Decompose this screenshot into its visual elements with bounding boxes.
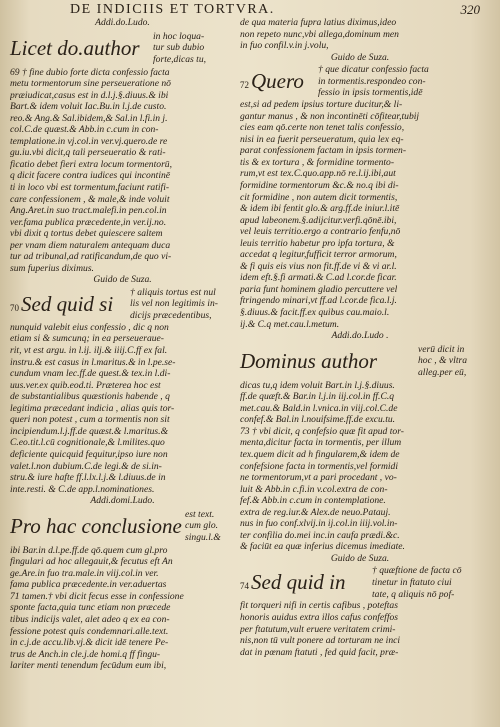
text-line: est,si ad pedem ipsius torture ducitur,& li- bbox=[240, 99, 403, 111]
text-line: per vnam diem naturalem antequam duca bbox=[10, 239, 171, 251]
heading-word: Sed quid in bbox=[251, 570, 346, 595]
text-line: tur sub dubio bbox=[153, 42, 205, 54]
text-line: verū dicit in bbox=[418, 343, 465, 355]
heading-text: Licet do.author bbox=[10, 35, 140, 60]
text-line: dat in pœnam ftatuti , fed quid facit, præ- bbox=[240, 646, 399, 658]
text-line: cum glo. bbox=[185, 520, 219, 532]
text-line: † quæftione de facta cō bbox=[372, 565, 462, 577]
section-heading bbox=[10, 509, 235, 543]
text-line: ti in loco vbi est tormentum,faciunt ratifi- bbox=[10, 182, 170, 194]
text-line: tinetur in ftatuto ciui bbox=[372, 576, 452, 588]
running-title: DE INDICIIS ET TORTVRA. bbox=[70, 2, 275, 17]
attribution: Guido de Suza. bbox=[330, 51, 390, 63]
text-line: ver.fama publica præcedente,in ver.ij.no. bbox=[10, 216, 167, 228]
attribution: Addi.do.Ludo. bbox=[95, 17, 150, 28]
text-line: ij.& C.q met.cau.l.metum. bbox=[240, 318, 340, 330]
section-heading bbox=[240, 565, 480, 599]
text-line: confef.& Bal.in l.nouifsime.ff.de excu.tu. bbox=[240, 414, 396, 426]
text-line: in fuo confil.v.in j.volu, bbox=[240, 40, 329, 52]
text-line: Bart.& idem voluit Iac.Bu.in l.j.de custo. bbox=[10, 101, 167, 113]
heading-side-text bbox=[318, 64, 429, 99]
text-line: etiam si & sumcunq; in ea perseueraue- bbox=[10, 333, 165, 345]
left-column bbox=[10, 17, 235, 672]
text-line: præiudicat,casus est in d.l.j.§.diuus.& ibi bbox=[10, 89, 169, 101]
text-line: valet.l.non dubium.C.de legi.& de si.in- bbox=[10, 460, 162, 472]
heading-side-text bbox=[130, 287, 218, 322]
attribution: Addi.domi.Ludo. bbox=[90, 495, 155, 507]
text-line: ff.de quæft.& Bar.in l.j.in iij.col.in ff.C.q bbox=[240, 391, 395, 403]
text-line: C.eo.tit.l.cū cognitionale,& l.milites.quo bbox=[10, 437, 165, 449]
text-line: parat confessionem factam in ipsis tormen- bbox=[240, 145, 407, 157]
margin-number: 72 bbox=[240, 80, 249, 91]
text-line: §.diuus.& facit.ff.ex quibus cau.maio.l. bbox=[240, 307, 390, 319]
paragraph bbox=[10, 545, 235, 672]
text-line: deficiente quicquid fequitur,ipso iure non bbox=[10, 448, 168, 460]
paragraph bbox=[10, 322, 235, 495]
text-line: leuis territio habetur pro ipfa tortura, & bbox=[240, 237, 395, 249]
text-line: rum,vt est tex.C.quo.app.nō re.l.ij.ibi,aut bbox=[240, 168, 396, 180]
heading-text: Pro hac conclusione bbox=[10, 513, 182, 538]
text-line: tur ad tribunal,ad ratificandum,de quo vi- bbox=[10, 251, 172, 263]
text-line: fessio in ipsis tormentis,idē bbox=[318, 87, 423, 99]
text-line: ftringendo minari,vt ff.ad l.cor.de fica.l.j. bbox=[240, 295, 397, 307]
text-line: paria funt hominem gladio percuttere vel bbox=[240, 283, 398, 295]
text-line: formidine tormentorum &c.& no.q ibi di- bbox=[240, 180, 399, 192]
heading-text bbox=[10, 287, 113, 325]
text-line: vel leuis territio.ergo a contrario fenfu,nō bbox=[240, 226, 401, 238]
text-line: Ang.Aret.in suo tract.malefi.in pen.col.in bbox=[10, 205, 167, 217]
text-line: † que dicatur confessio facta bbox=[318, 64, 429, 76]
attribution: Guido de Suza. bbox=[330, 552, 390, 564]
heading-text: Dominus author bbox=[240, 348, 378, 373]
text-line: nisi in ea fuerit perseueratum, quia lex eq- bbox=[240, 133, 404, 145]
text-line: instru.& est casus in l.maritus.& in l.pe.se- bbox=[10, 356, 176, 368]
running-head bbox=[0, 2, 500, 18]
text-line: fingulari ad hoc allegauit,& fecutus eft An bbox=[10, 556, 173, 568]
text-line: cit formidine , non autem dicit tormentis, bbox=[240, 191, 398, 203]
text-line: gantur manus , & non incontinēti cōfitear,tubij bbox=[240, 110, 420, 122]
text-line: per ftatutum,vult eruere veritatem crimi- bbox=[240, 623, 396, 635]
text-line: de substantialibus quæstionis habende , q bbox=[10, 391, 170, 403]
paragraph bbox=[240, 17, 480, 52]
text-line: lariter menti tenendum fecūdum eum ibi, bbox=[10, 660, 167, 672]
text-line: extra de reg.iur.& Alex.de neuo.Patauj. bbox=[240, 506, 391, 518]
text-line: hoc , & vltra bbox=[418, 355, 468, 367]
text-line: honoris auidus extra illos cafus confeffos bbox=[240, 611, 399, 623]
paragraph bbox=[240, 99, 480, 330]
text-line: & idem ibi fentit glo.& arg.ff.de iniur.l.itē bbox=[240, 203, 400, 215]
text-line: gu.iu.vbi dicit,q tali perseueratio & rati- bbox=[10, 147, 166, 159]
text-line: ficatio debet fieri extra locum tormentorū, bbox=[10, 158, 172, 170]
text-line: lis vel non legitimis in- bbox=[130, 298, 218, 310]
text-line: legitima præcedant indicia , alias quis tor- bbox=[10, 402, 175, 414]
heading-word: Sed quid si bbox=[21, 291, 114, 316]
text-line: dicijs præcedentibus, bbox=[130, 310, 212, 322]
heading-word: Quero bbox=[251, 69, 304, 94]
section-heading bbox=[240, 64, 480, 98]
text-line: ne tormentorum,vt a pari procedant , vo- bbox=[240, 472, 397, 484]
text-line: menta,dicitur facta in tormentis, per illum bbox=[240, 437, 402, 449]
text-line: forte,dicas tu, bbox=[153, 53, 207, 65]
text-line: dicas tu,q idem voluit Bart.in l.j.§.diuus. bbox=[240, 379, 395, 391]
text-line: tis & ex tortura , & formidine tormento- bbox=[240, 156, 395, 168]
text-line: cies eam qō.certe non tenet talis confessio, bbox=[240, 122, 405, 134]
text-line: metu tormentorum sine perseueratione nō bbox=[10, 78, 171, 90]
text-line: confefsione facta in tormentis,vel formidi bbox=[240, 460, 399, 472]
section-heading bbox=[10, 31, 235, 65]
text-line: singu.l.& bbox=[185, 531, 221, 543]
text-line: vbi dixit q tortus debet quiescere saltem bbox=[10, 228, 163, 240]
text-line: non repeto nunc,vbi allega,dominum men bbox=[240, 28, 399, 40]
text-line: fit torqueri nifi in certis cafibus , poteftas bbox=[240, 600, 398, 612]
text-line: 73 † vbi dicit, q confefsio quæ fit apud tor- bbox=[240, 425, 404, 437]
text-line: ter confilia do.mei inc.in caufa prædi.&c. bbox=[240, 529, 400, 541]
text-line: fef.& Abb.in c.cum in contemplatione. bbox=[240, 495, 386, 507]
text-line: inte.resti. & C.de app.l.nominationes. bbox=[10, 483, 155, 495]
text-line: cundum vnam lec.ff.de quest.& tex.in l.di- bbox=[10, 368, 171, 380]
heading-text bbox=[240, 64, 304, 102]
text-line: de qua materia fupra latius diximus,ideo bbox=[240, 17, 397, 28]
text-line: alleg.per eū, bbox=[418, 366, 467, 378]
text-line: & fi quis eis vius non fit.ff.de vi & vi ar.l. bbox=[240, 260, 397, 272]
text-line: est text. bbox=[185, 508, 215, 520]
paragraph bbox=[240, 600, 480, 658]
text-line: uus.ver.ex quib.eod.ti. Præterea hoc est bbox=[10, 379, 161, 391]
text-line: 71 tamen.† vbi dicit fecus esse in confessione bbox=[10, 590, 184, 602]
text-line: sponte facta,quia tunc etiam non præcede bbox=[10, 602, 171, 614]
section-heading bbox=[10, 287, 235, 321]
heading-side-text bbox=[372, 565, 462, 600]
text-line: col.C.de quæst.& Abb.in c.cum in con- bbox=[10, 124, 159, 136]
margin-number: 74 bbox=[240, 581, 249, 592]
text-line: nis,non tū vult ponere ad torturam ne inci bbox=[240, 635, 401, 647]
text-line: & faciūt ea quæ inferius dicemus imediate. bbox=[240, 541, 405, 553]
text-line: nunquid valebit eius confessio , dic q non bbox=[10, 321, 169, 333]
text-line: care confessionem , & male,& inde voluit bbox=[10, 193, 170, 205]
text-line: stru.& iure hafte ff.l.lx.l.j.& l.diuus.de in bbox=[10, 472, 166, 484]
heading-side-text bbox=[153, 31, 235, 66]
text-line: 69 † fine dubio forte dicta confessio facta bbox=[10, 66, 170, 78]
heading-text bbox=[240, 565, 346, 603]
text-line: accedat q legitur,fufficit terror armorum, bbox=[240, 249, 397, 261]
text-line: templatione.in vj.col.in ver.vj.quero.de re bbox=[10, 135, 168, 147]
text-line: q dicit facere contra iudices qui incontinē bbox=[10, 170, 171, 182]
text-line: luit & Abb.in c.fi.in v.col.extra de con- bbox=[240, 483, 388, 495]
page-number: 320 bbox=[460, 2, 480, 17]
text-line: tex.quem dicit ad h fingularem,& idem de bbox=[240, 448, 400, 460]
text-line: tibus indicijs valet, alet adeo q ex ea con- bbox=[10, 613, 170, 625]
text-line: incipiendum.l.j.ff.de quæst.& l.maritus.& bbox=[10, 425, 169, 437]
text-line: fama publica præcedente.in ver.aduertas bbox=[10, 579, 167, 591]
attribution: Guido de Suza. bbox=[93, 274, 152, 286]
paragraph bbox=[10, 67, 235, 275]
text-line: apud labeonem.§.adijcitur.verfi.qōnē.ibi, bbox=[240, 214, 397, 226]
heading-side-text bbox=[418, 344, 480, 379]
text-line: met.cau.& Bald.in l.vnica.in viij.col.C.de bbox=[240, 402, 398, 414]
text-line: reo.& Ang.& Sal.ibidem,& Sal.in l.fi.in j. bbox=[10, 112, 168, 124]
text-line: ge.Are.in fuo tra.male.in viij.col.in ver. bbox=[10, 567, 159, 579]
text-line: fessione potest quis condemnari.alle.text. bbox=[10, 625, 169, 637]
text-line: sum fuperius diximus. bbox=[10, 262, 94, 274]
text-line: † aliquis tortus est nul bbox=[130, 286, 216, 298]
text-line: nus in fuo conf.xlvij.in ij.col.in iiij.vol.in- bbox=[240, 518, 398, 530]
text-line: trus de Anch.in cle.j.de homi.q ff fingu- bbox=[10, 648, 161, 660]
heading-side-text bbox=[185, 509, 235, 544]
right-column bbox=[240, 17, 480, 658]
text-line: tate, q aliquis nō pof- bbox=[372, 588, 455, 600]
attribution: Addi.do.Ludo . bbox=[331, 330, 389, 342]
text-line: in tormentis.respondeo con- bbox=[318, 75, 426, 87]
text-line: queri non potest , cum a tormentis non sit bbox=[10, 414, 170, 426]
section-heading bbox=[240, 344, 480, 378]
text-line: ibi Bar.in d.l.pe.ff.de qō.quem cum gl.pro bbox=[10, 544, 168, 556]
paragraph bbox=[240, 380, 480, 553]
text-line: rit, vt est argu. in l.ij. ilj.& iiij.C.ff ex fal. bbox=[10, 345, 168, 357]
text-line: in c.j.de accu.lib.vj.& dicit idē tenere Pe- bbox=[10, 637, 169, 649]
text-line: idem eft.§.fi armati.& C.ad l.cor.de ficar. bbox=[240, 272, 397, 284]
margin-number: 70 bbox=[10, 302, 19, 313]
text-line: in hoc loqua- bbox=[153, 30, 205, 42]
